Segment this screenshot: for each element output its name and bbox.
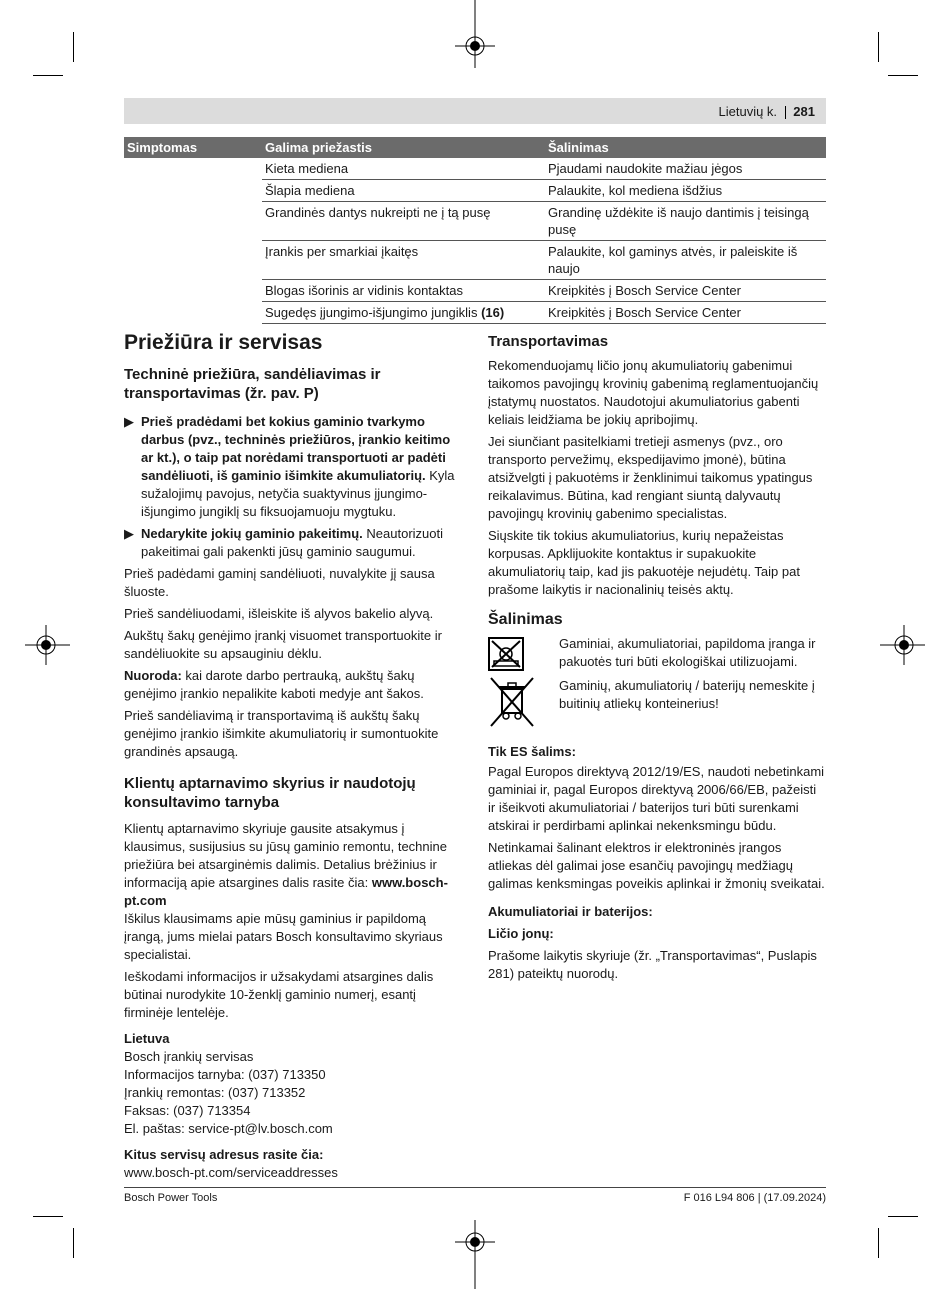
paragraph-text: Klientų aptarnavimo skyriuje gausite atsakymus į klausimus, susijusius su jūsų gaminio remontu, technine priežiūra bei atsarginėmis dalimis. Detalius brėžinius ir informaciją apie atsargines dalis rasite čia: bbox=[124, 821, 447, 890]
disposal-text: Gaminių, akumuliatorių / baterijų nemeskite į buitinių atliekų konteinerius! bbox=[559, 678, 815, 711]
batteries-label: Akumuliatoriai ir baterijos: bbox=[488, 904, 653, 919]
country-label: Lietuva bbox=[124, 1031, 170, 1046]
registration-mark-left bbox=[25, 625, 70, 665]
crop-mark bbox=[888, 75, 918, 76]
paragraph: Prieš sandėliuodami, išleiskite iš alyvos bakelio alyvą. bbox=[124, 606, 434, 621]
paragraph: Siųskite tik tokius akumuliatorius, kurių nepažeistas korpusas. Apklijuokite kontaktus ir supakuokite akumuliatorių taip, kad jis pakuotėje nejudėtų. Taip pat prašome laikytis ir nacionalinių teisės aktų. bbox=[488, 528, 800, 597]
more-addresses-label: Kitus servisų adresus rasite čia: bbox=[124, 1147, 324, 1162]
paragraph: Rekomenduojamų ličio jonų akumuliatorių gabenimui taikomos pavojingų krovinių gabenimą reglamentuojančių įstatymų nuostatos. Naudotojui akumuliatorius gabenti keliais leidžiama be jokių apribojimų. bbox=[488, 358, 819, 427]
bullet-text: Kyla sužalojimų pavojus, netyčia suaktyvinus įjungimo-išjungimo jungiklį su fiksuojamuoju mygtuku. bbox=[141, 468, 455, 519]
crop-mark bbox=[33, 75, 63, 76]
li-ion-label: Ličio jonų: bbox=[488, 926, 554, 941]
table-cell-remedy: Grandinę uždėkite iš naujo dantimis į teisingą pusę bbox=[545, 202, 826, 241]
paragraph: Jei siunčiant pasitelkiami tretieji asmenys (pvz., oro transporto pervežimų, ekspedijavimo įmonė), būtina atsižvelgti į pakuotėms ir ženklinimui taikomus ypatingus reikalavimus. Būtina, kad rengiant siuntą dalyvautų pavojingų krovinių gabenimo specialistas. bbox=[488, 434, 813, 521]
right-column bbox=[488, 333, 826, 987]
crop-mark bbox=[878, 1228, 879, 1258]
contact-line: Bosch įrankių servisas bbox=[124, 1049, 254, 1064]
table-row bbox=[124, 241, 826, 280]
contact-line: Informacijos tarnyba: (037) 713350 bbox=[124, 1067, 326, 1082]
chapter-label: Lietuvių k. bbox=[718, 104, 778, 119]
table-cell-remedy: Palaukite, kol gaminys atvės, ir paleiskite iš naujo bbox=[545, 241, 826, 280]
footer-rule bbox=[124, 1187, 826, 1188]
paragraph: Netinkamai šalinant elektros ir elektroninės įrangos atliekas dėl galimai jose esančių pavojingų medžiagų galimas kenksmingas poveikis aplinkai ir žmonių sveikatai. bbox=[488, 840, 825, 891]
bullet-text: Neautorizuoti pakeitimai gali pakenkti jūsų gaminio saugumui. bbox=[141, 526, 443, 559]
warning-bullet bbox=[124, 413, 464, 521]
disposal-heading: Šalinimas bbox=[488, 611, 563, 628]
table-cell-cause: Šlapia mediena bbox=[262, 180, 545, 202]
arrow-icon: ▶ bbox=[124, 526, 134, 541]
table-row bbox=[124, 158, 826, 180]
table-cell-cause: Grandinės dantys nukreipti ne į tą pusę bbox=[262, 202, 545, 241]
table-row bbox=[124, 180, 826, 202]
disposal-item bbox=[488, 675, 826, 731]
cause-text: Sugedęs įjungimo-išjungimo jungiklis bbox=[265, 305, 478, 320]
disposal-text: Gaminiai, akumuliatoriai, papildoma įranga ir pakuotės turi būti ekologiškai utilizuojami. bbox=[559, 636, 816, 669]
table-cell-cause bbox=[262, 302, 545, 324]
paragraph: Aukštų šakų genėjimo įrankį visuomet transportuokite ir sandėliuokite su apsauginiu dėklu. bbox=[124, 628, 442, 661]
table-header-cause: Galima priežastis bbox=[262, 137, 545, 158]
contact-email[interactable]: El. paštas: service-pt@lv.bosch.com bbox=[124, 1121, 333, 1136]
paragraph bbox=[124, 820, 464, 910]
page-number: 281 bbox=[793, 104, 815, 119]
paragraph: Pagal Europos direktyvą 2012/19/ES, naudoti nebetinkami gaminiai ir, pagal Europos direktyvą 2006/66/EB, pažeisti ir išeikvoti akumuliatoriai / baterijos turi būti surenkami atskirai ir perdirbami aplinkai nekenksmingu būdu. bbox=[488, 764, 825, 833]
table-cell-remedy: Pjaudami naudokite mažiau jėgos bbox=[545, 158, 826, 180]
crop-mark bbox=[878, 32, 879, 62]
section-title: Priežiūra ir servisas bbox=[124, 331, 323, 354]
table-header-remedy: Šalinimas bbox=[545, 137, 826, 158]
eu-label: Tik ES šalims: bbox=[488, 744, 576, 759]
table-cell-remedy: Kreipkitės į Bosch Service Center bbox=[545, 302, 826, 324]
disposal-item bbox=[488, 637, 826, 673]
warning-bullet bbox=[124, 525, 464, 561]
arrow-icon: ▶ bbox=[124, 414, 134, 429]
table-cell-cause: Kieta mediena bbox=[262, 158, 545, 180]
note-paragraph bbox=[124, 667, 464, 703]
table-row bbox=[124, 280, 826, 302]
bullet-bold-text: Prieš pradėdami bet kokius gaminio tvarkymo darbus (pvz., techninės priežiūros, įrankio keitimo ar kt.), o taip pat norėdami transportuoti ar padėti sandėliuoti, iš gaminio išimkite akumuliatorių. bbox=[141, 414, 451, 483]
troubleshooting-table bbox=[124, 137, 826, 324]
registration-mark-bottom bbox=[455, 1220, 495, 1289]
footer-doc-id: F 016 L94 806 | (17.09.2024) bbox=[683, 1192, 826, 1204]
paragraph: Prieš padėdami gaminį sandėliuoti, nuvalykite jį sausa šluoste. bbox=[124, 566, 435, 599]
crop-mark bbox=[73, 32, 74, 62]
footer-brand: Bosch Power Tools bbox=[124, 1192, 218, 1204]
registration-mark-right bbox=[880, 625, 925, 665]
note-label: Nuoroda: bbox=[124, 668, 182, 683]
contact-line: Faksas: (037) 713354 bbox=[124, 1103, 251, 1118]
crop-mark bbox=[33, 1216, 63, 1217]
table-cell-remedy: Palaukite, kol mediena išdžius bbox=[545, 180, 826, 202]
table-row bbox=[124, 202, 826, 241]
registration-mark-top bbox=[455, 0, 495, 70]
page-header bbox=[719, 104, 816, 119]
left-column bbox=[124, 331, 464, 1182]
table-row bbox=[124, 302, 826, 324]
transport-heading: Transportavimas bbox=[488, 333, 609, 350]
service-heading: Klientų aptarnavimo skyrius ir naudotojų konsultavimo tarnyba bbox=[124, 775, 416, 811]
note-text: kai darote darbo pertrauką, aukštų šakų genėjimo įrankio nepalikite kaboti medyje ant šakos. bbox=[124, 668, 424, 701]
table-header-symptom: Simptomas bbox=[124, 137, 262, 158]
recycling-icon bbox=[488, 637, 524, 671]
bullet-bold-text: Nedarykite jokių gaminio pakeitimų. bbox=[141, 526, 363, 541]
website-link[interactable]: www.bosch-pt.com bbox=[124, 875, 448, 908]
table-cell-remedy: Kreipkitės į Bosch Service Center bbox=[545, 280, 826, 302]
paragraph: Prieš sandėliavimą ir transportavimą iš aukštų šakų genėjimo įrankio išimkite akumuliatorių ir sumontuokite grandinės apsaugą. bbox=[124, 708, 439, 759]
table-cell-cause: Įrankis per smarkiai įkaitęs bbox=[262, 241, 545, 280]
crop-mark bbox=[73, 1228, 74, 1258]
cause-ref: (16) bbox=[481, 305, 505, 320]
maintenance-heading: Techninė priežiūra, sandėliavimas ir transportavimas (žr. pav. P) bbox=[124, 366, 381, 402]
crop-mark bbox=[888, 1216, 918, 1217]
crossed-bin-icon bbox=[488, 675, 536, 729]
service-addresses-link[interactable]: www.bosch-pt.com/serviceaddresses bbox=[124, 1165, 338, 1180]
table-header-row bbox=[124, 137, 826, 158]
table-cell-cause: Blogas išorinis ar vidinis kontaktas bbox=[262, 280, 545, 302]
contact-line: Įrankių remontas: (037) 713352 bbox=[124, 1085, 306, 1100]
paragraph: Prašome laikytis skyriuje (žr. „Transportavimas“, Puslapis 281) pateiktų nuorodų. bbox=[488, 948, 817, 981]
paragraph: Iškilus klausimams apie mūsų gaminius ir papildomą įrangą, jums mielai patars Bosch konsultavimo skyriaus specialistai. bbox=[124, 911, 443, 962]
paragraph: Ieškodami informacijos ir užsakydami atsargines dalis būtinai nurodykite 10-ženklį gaminio numerį, esantį firminėje lentelėje. bbox=[124, 969, 434, 1020]
